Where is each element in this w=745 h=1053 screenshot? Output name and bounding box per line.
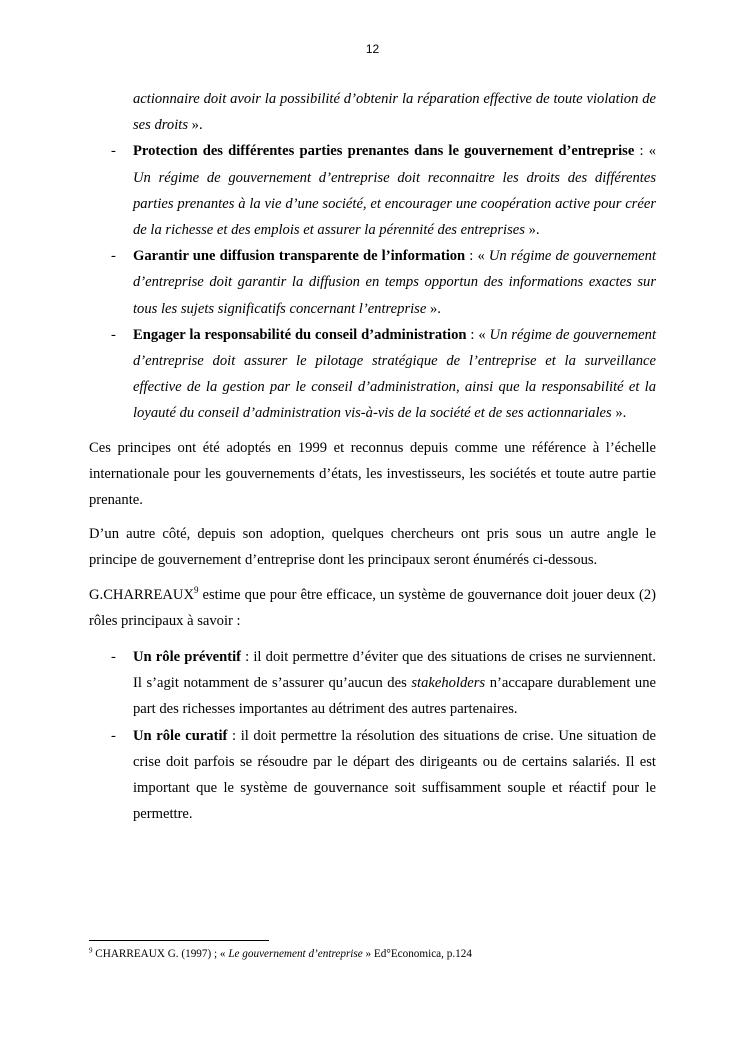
footnote-number: 9 — [89, 946, 93, 955]
role-text: : il doit permettre la résolution des situations de crise. Une situation de crise doit parfois se résoudre par le départ des dirigeants ou de certains salariés. Il est important que le système de gouvernance soit suffisamment souple et réactif pour le permettre. — [133, 727, 656, 823]
list-item-end: ». — [611, 405, 627, 422]
footnote — [89, 947, 656, 961]
list-item-quote: Un régime de gouvernement d’entreprise doit reconnaitre les droits des différentes parties prenantes à la vie d’une société, et encourager une coopération active pour créer de la richesse et des emplois et assurer la pérennité des entreprises — [133, 169, 656, 239]
list-item-sep: : « — [466, 326, 490, 343]
page-body — [89, 86, 656, 827]
paragraph-charreaux — [89, 582, 656, 634]
list-item-responsabilite — [89, 322, 656, 427]
list-item-quote: Un régime de gouvernement d’entreprise doit garantir la diffusion en temps opportun des informations exactes sur tous les sujets significatifs concernant l’entreprise — [133, 248, 656, 317]
paragraph-chercheurs: D’un autre côté, depuis son adoption, quelques chercheurs ont pris sous un autre angle le principe de gouvernement d’entreprise dont les principaux seront énumérés ci-dessous. — [89, 526, 656, 569]
list-dash: - — [111, 248, 116, 265]
paragraph-charreaux-text: estime que pour être efficace, un système de gouvernance doit jouer deux (2) rôles principaux à savoir : — [89, 586, 656, 629]
footnote-before: CHARREAUX G. (1997) ; « — [92, 948, 229, 960]
continuation-end: ». — [188, 117, 203, 134]
list-continuation — [89, 86, 656, 138]
list-item-end: ». — [524, 222, 540, 239]
role-text: : il doit permettre d’éviter que des situations de crises ne surviennent. Il s’agit notamment de s’assurer qu’aucun des — [133, 649, 656, 692]
role-text-after: n’accapare durablement une part des richesses importantes au détriment des autres partenaires. — [133, 675, 657, 718]
list-item-sep: : « — [634, 143, 656, 160]
list-item-title: Engager la responsabilité du conseil d’administration — [133, 326, 467, 343]
list-item-transparence — [89, 243, 656, 322]
list-item-end: ». — [426, 300, 441, 317]
role-title: Un rôle préventif — [133, 649, 242, 666]
list-dash: - — [111, 649, 116, 666]
continuation-text: actionnaire doit avoir la possibilité d’obtenir la réparation effective de toute violation de ses droits — [133, 91, 656, 134]
page-number: 12 — [365, 42, 380, 56]
list-item-sep: : « — [465, 248, 489, 265]
list-item-title: Protection des différentes parties prenantes dans le gouvernement d’entreprise — [133, 143, 635, 160]
list-item-protection — [89, 138, 656, 243]
footnote-ref: 9 — [194, 584, 199, 595]
list-item-quote: Un régime de gouvernement d’entreprise doit assurer le pilotage stratégique de l’entreprise et la surveillance effective de la gestion par le conseil d’administration, ainsi que la responsabilité et la loyauté du conseil d’administration vis-à-vis de la société et de ses actionnariales — [133, 326, 656, 422]
role-emphasis: stakeholders — [411, 675, 486, 692]
role-item-preventif — [89, 644, 656, 723]
footnote-title: Le gouvernement d’entreprise — [228, 948, 363, 960]
list-item-title: Garantir une diffusion transparente de l’information — [133, 248, 466, 265]
footnote-after: » Ed°Economica, p.124 — [362, 948, 472, 960]
role-item-curatif — [89, 723, 656, 828]
list-dash: - — [111, 143, 116, 160]
list-dash: - — [111, 727, 116, 744]
list-dash: - — [111, 326, 116, 343]
roles-list — [89, 644, 656, 827]
author-name: G.CHARREAUX — [89, 586, 194, 603]
footnote-separator — [89, 940, 269, 941]
paragraph-principes: Ces principes ont été adoptés en 1999 et reconnus depuis comme une référence à l’échelle internationale pour les gouvernements d’états, les investisseurs, les sociétés et toute autre partie prenante. — [89, 439, 656, 509]
role-title: Un rôle curatif — [133, 727, 228, 744]
